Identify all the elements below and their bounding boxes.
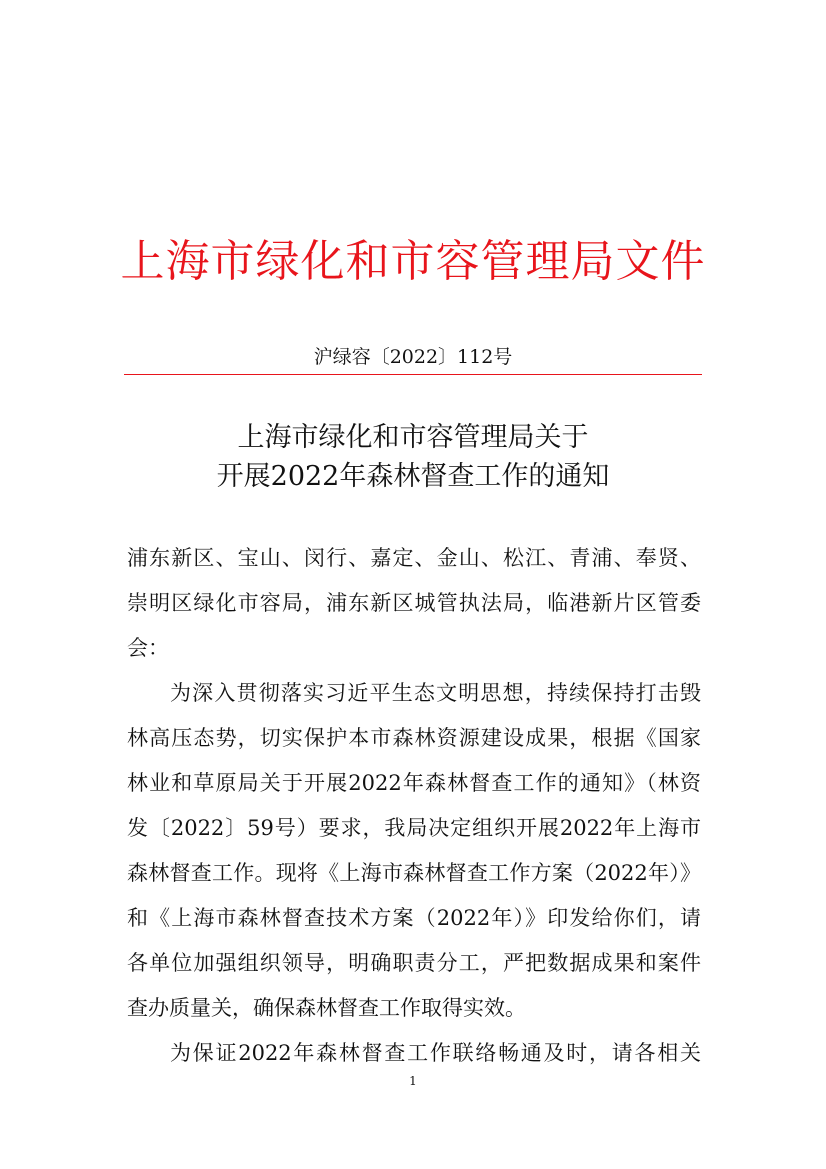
red-divider — [124, 374, 702, 375]
body-text — [127, 543, 701, 1083]
notice-title — [0, 418, 826, 496]
paragraph-line: 为保证2022年森林督查工作联络畅通及时，请各相关 — [170, 1041, 701, 1065]
addressee-line: 会： — [127, 636, 169, 660]
page-number: 1 — [409, 1074, 417, 1088]
paragraph-line: 森林督查工作。现将《上海市森林督查工作方案（2022年）》 — [127, 861, 701, 885]
addressee-line: 崇明区绿化市容局，浦东新区城管执法局，临港新片区管委 — [127, 591, 701, 615]
notice-title-line-2: 开展2022年森林督查工作的通知 — [216, 461, 610, 492]
paragraph-line: 各单位加强组织领导，明确职责分工，严把数据成果和案件 — [127, 951, 701, 975]
notice-title-line-1: 上海市绿化和市容管理局关于 — [237, 422, 589, 453]
paragraph-line: 林业和草原局关于开展2022年森林督查工作的通知》（林资 — [127, 771, 701, 795]
paragraph-line: 林高压态势，切实保护本市森林资源建设成果，根据《国家 — [127, 726, 701, 750]
addressee-line: 浦东新区、宝山、闵行、嘉定、金山、松江、青浦、奉贤、 — [127, 546, 701, 570]
issuer-title: 上海市绿化和市容管理局文件 — [120, 236, 706, 287]
document-number: 沪绿容〔2022〕112号 — [313, 346, 513, 368]
paragraph-line: 为深入贯彻落实习近平生态文明思想，持续保持打击毁 — [170, 681, 701, 705]
paragraph-line: 查办质量关，确保森林督查工作取得实效。 — [127, 996, 526, 1020]
paragraph-line: 发〔2022〕59号）要求，我局决定组织开展2022年上海市 — [127, 816, 701, 840]
paragraph-line: 和《上海市森林督查技术方案（2022年）》印发给你们，请 — [127, 906, 701, 930]
